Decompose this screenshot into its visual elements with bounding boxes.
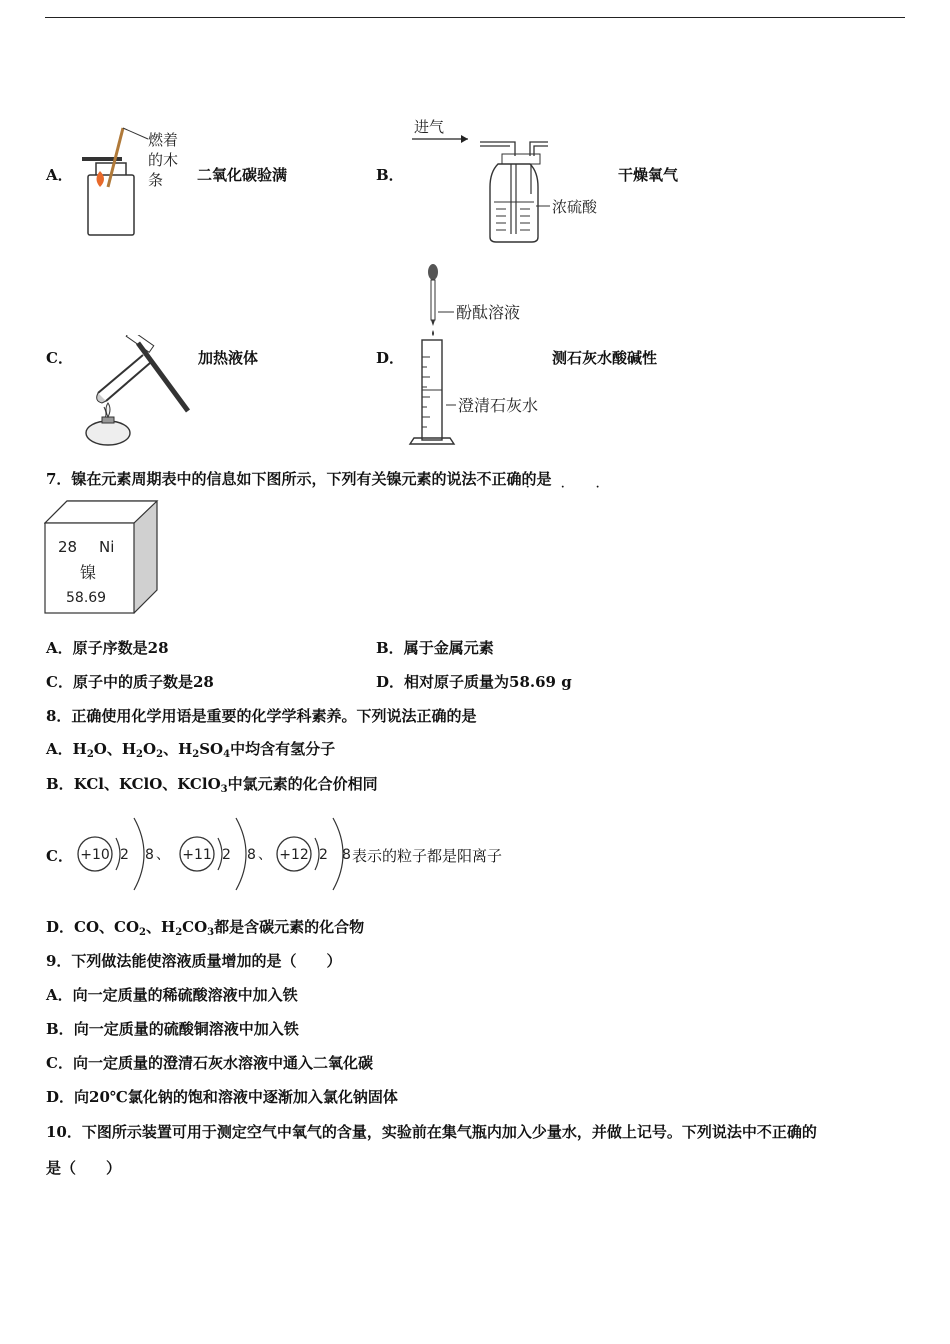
q9-option-d: D．向20℃氯化钠的饱和溶液中逐渐加入氯化钠固体: [46, 1088, 398, 1106]
ion-1-shell-2: 8: [145, 847, 154, 863]
q6-d-label-drop: 酚酞溶液: [456, 303, 521, 322]
q7-option-b: B．属于金属元素: [376, 639, 494, 657]
q6-a-label-3: 条: [148, 171, 164, 189]
element-number: 28: [58, 538, 78, 556]
q6-c-figure: [78, 335, 198, 450]
q8-option-c-letter: C．: [46, 847, 73, 865]
q8-option-d: D．CO、$CO_2$、$H_2CO_3$都是含碳元素的化合物: [46, 918, 365, 938]
q6-a-caption: 二氧化碳验满: [197, 166, 288, 184]
q6-option-a-letter: A．: [46, 166, 73, 184]
q7-option-c: C．原子中的质子数是28: [46, 673, 214, 691]
ion-1-shell-1: 2: [120, 847, 129, 863]
q10-stem-line-1: 10．下图所示装置可用于测定空气中氧气的含量，实验前在集气瓶内加入少量水，并做上记号。下列说法中不正确的: [46, 1123, 817, 1141]
q6-b-caption: 干燥氧气: [618, 166, 679, 184]
q9-option-b: B．向一定质量的硫酸铜溶液中加入铁: [46, 1020, 299, 1038]
q6-a-figure: [78, 125, 193, 240]
q6-d-label-water: 澄清石灰水: [458, 396, 539, 415]
element-symbol: Ni: [99, 538, 115, 556]
q7-option-a: A．原子序数是28: [46, 639, 169, 657]
q6-option-c-letter: C．: [46, 349, 73, 367]
element-mass: 58.69: [66, 590, 107, 606]
q6-a-label-1: 燃着: [148, 131, 179, 149]
top-rule: [45, 17, 905, 18]
q6-a-label-2: 的木: [148, 151, 179, 169]
q6-option-b-letter: B．: [376, 166, 404, 184]
q8-option-c-suffix: 表示的粒子都是阳离子: [352, 847, 503, 865]
element-card: [44, 500, 162, 616]
ion-2-shell-1: 2: [222, 847, 231, 863]
ion-diagram-3: [277, 818, 351, 890]
ion-separator-2: 、: [258, 847, 272, 863]
ion-3-nucleus: +12: [279, 847, 309, 863]
ion-2-shell-2: 8: [247, 847, 256, 863]
q6-b-label-in: 进气: [414, 118, 445, 136]
q9-option-a: A．向一定质量的稀硫酸溶液中加入铁: [46, 986, 298, 1004]
ion-3-shell-2: 8: [342, 847, 351, 863]
ion-diagram-2: [180, 818, 256, 890]
q9-option-c: C．向一定质量的澄清石灰水溶液中通入二氧化碳: [46, 1054, 373, 1072]
q7-emphasis-dots: · · ·: [526, 482, 614, 493]
q9-stem: 9．下列做法能使溶液质量增加的是（ ）: [46, 952, 342, 970]
ion-3-shell-1: 2: [319, 847, 328, 863]
q8-ion-diagrams: [76, 808, 356, 898]
ion-separator-1: 、: [156, 847, 170, 863]
q6-d-figure: [402, 262, 562, 450]
q6-d-caption: 测石灰水酸碱性: [552, 349, 658, 367]
ion-2-nucleus: +11: [182, 847, 212, 863]
q8-stem: 8．正确使用化学用语是重要的化学学科素养。下列说法正确的是: [46, 707, 477, 725]
q6-b-label-acid: 浓硫酸: [552, 198, 598, 216]
q8-option-a: A．$H_2O$、$H_2O_2$、$H_2SO_4$中均含有氢分子: [46, 740, 336, 760]
element-name: 镍: [80, 563, 97, 582]
q7-option-d: D．相对原子质量为58.69 g: [376, 673, 572, 691]
q6-c-caption: 加热液体: [198, 349, 259, 367]
ion-1-nucleus: +10: [80, 847, 110, 863]
q7-stem: 7．镍在元素周期表中的信息如下图所示，下列有关镍元素的说法不正确的是: [46, 470, 552, 488]
ion-diagram-1: [78, 818, 154, 890]
q6-b-figure: [410, 112, 620, 247]
q6-option-d-letter: D．: [376, 349, 405, 367]
q10-stem-line-2: 是（ ）: [46, 1159, 122, 1177]
q8-option-b: B．KCl、KClO、KClO$_3$中氯元素的化合价相同: [46, 775, 378, 795]
